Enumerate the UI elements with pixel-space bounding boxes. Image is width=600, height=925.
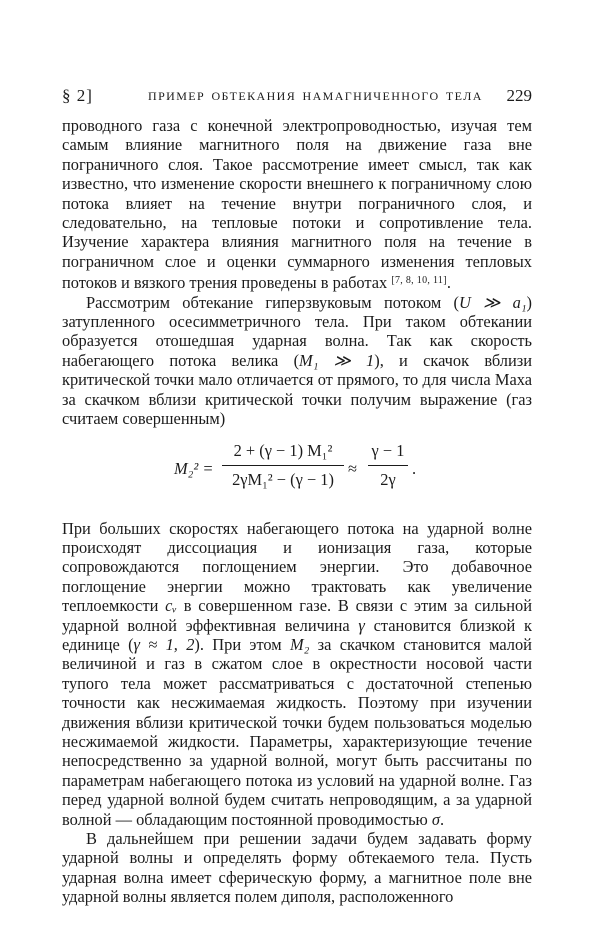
formula-lhs: M₂² = [174, 458, 214, 478]
sentence-end: . [446, 273, 451, 293]
page-number: 229 [506, 86, 532, 105]
paragraph-text: ). При этом [194, 634, 282, 654]
running-header [62, 86, 532, 116]
paragraph-text: проводного газа с конечной электропроводностью, изучая тем самым влияние магнитного поля на движение газа вне пограничного слоя. Такое рассмотрение имеет смысл, так как известно, что изменение скорости внешнего к пограничному слою потока влияет на течение внутри пограничного слоя, и следовательно, на тепловые потоки и сопротивление тела. Изучение характера влияния магнитного поля на течение в пограничном слое и оценки суммарного изменения тепловых потоков и вязкого трения проведены в работах [62, 116, 532, 293]
paragraph-text: за скачком становится малой величиной и газ в сжатом слое в окрестности носовой части тупого тела может рассматриваться с достаточной степенью точности как несжимаемая жидкость. Поэтому при изучении движения вблизи критической точки будем пользоваться моделью несжимаемой жидкости. Параметры, характеризующие течение непосредственно за ударной волной, могут быть рассчитаны по параметрам набегающего потока из условий на ударной волне. Газ перед ударной волной будем считать непроводящим, а за ударной волной — обладающим постоянной проводимостью [62, 634, 532, 829]
inline-math-cv: cᵥ [165, 596, 178, 616]
reference-list: [7, 8, 10, 11] [391, 275, 447, 287]
page-body [62, 116, 532, 907]
paragraph-dissociation [62, 519, 532, 830]
approx-sign: ≈ [348, 458, 357, 478]
paragraph-text: Рассмотрим обтекание гиперзвуковым потоком ( [86, 292, 460, 312]
inline-math-gamma: γ [358, 615, 365, 635]
fraction-numerator: γ − 1 [371, 440, 405, 460]
paragraph-text: становится близкой к единице ( [62, 615, 532, 654]
paragraph-continuation [62, 116, 532, 293]
inline-math-m2: M₂ [289, 634, 310, 654]
paragraph-hypersonic-flow [62, 293, 532, 429]
paragraph-text: ), и скачок вблизи критической точки мало отличается от прямого, то для числа Маха за скачком вблизи критической точки получим выражение (газ считаем совершенным) [62, 350, 532, 429]
running-title: ПРИМЕР ОБТЕКАНИЯ НАМАГНИЧЕННОГО ТЕЛА [148, 89, 483, 103]
fraction-denominator: 2γ [380, 469, 396, 489]
paragraph-text: При больших скоростях набегающего потока на ударной волне происходят диссоциация и ионизация газа, которые сопровождаются поглощением энергии. Это добавочное поглощение энергии можно трактовать как увеличение теплоемкости [62, 518, 532, 616]
fraction-limit [368, 437, 408, 494]
paragraph-text: ) затупленного осесимметричного тела. При таком обтекании образуется отошедшая ударная волна. Так как скорость набегающего потока велика ( [62, 292, 533, 370]
fraction-numerator: 2 + (γ − 1) M₁² [233, 440, 333, 460]
formula-end: . [412, 458, 417, 478]
section-marker: § 2] [62, 86, 93, 105]
sentence-end: . [440, 809, 445, 829]
mach-number-formula [62, 437, 532, 511]
fraction-denominator: 2γM₁² − (γ − 1) [232, 469, 334, 489]
inline-math-m1: M₁ ≫ 1 [299, 350, 375, 370]
inline-math-sigma: σ [431, 809, 440, 829]
book-page [62, 86, 532, 907]
inline-math-gamma-value: γ ≈ 1, 2 [133, 634, 195, 654]
paragraph-text: в совершенном газе. В связи с этим за сильной ударной волной эффективная величина [62, 596, 532, 635]
paragraph-shock-shape [62, 829, 532, 907]
paragraph-text: В дальнейшем при решении задачи будем задавать форму ударной волны и определять форму обтекаемого тела. Пусть ударная волна имеет сферическую форму, а магнитное поле вне ударной волны является полем диполя, расположенного [62, 829, 532, 907]
inline-math-u-a1: U ≫ a₁ [459, 292, 527, 312]
fraction-main [222, 437, 344, 494]
